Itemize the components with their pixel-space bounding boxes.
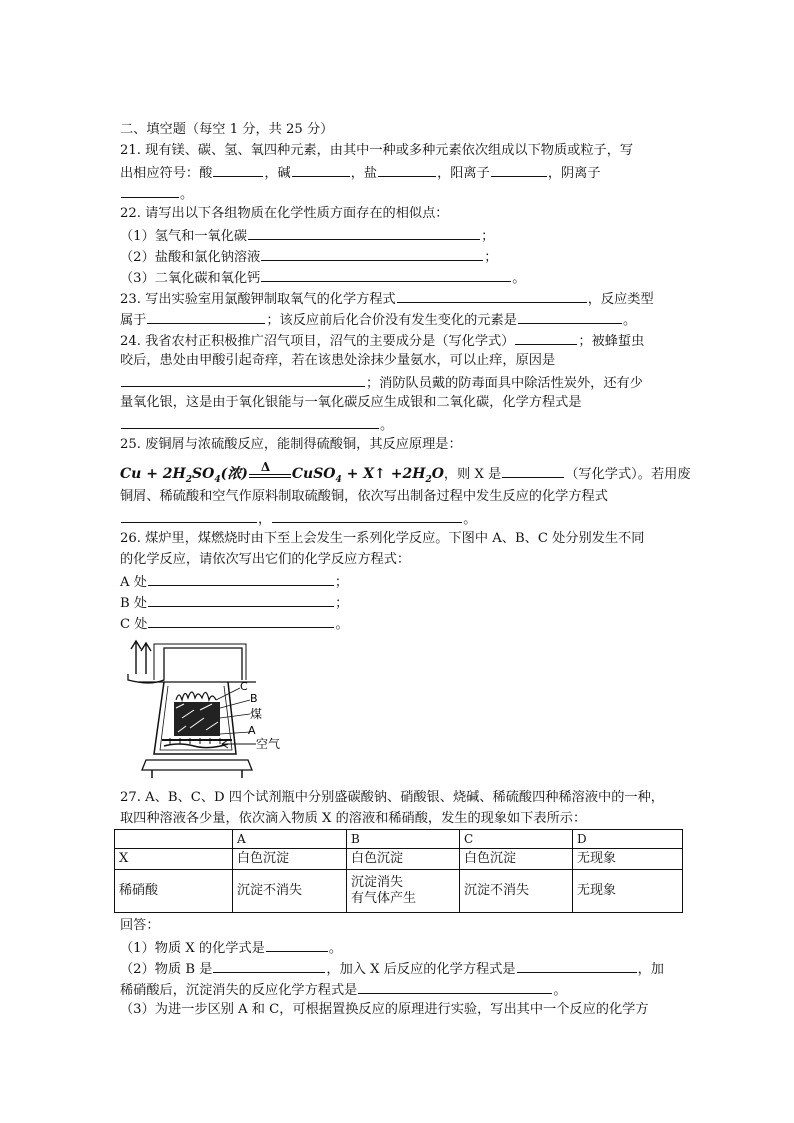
q24-text: ；被蜂蜇虫: [578, 334, 645, 349]
q25-equation-line: [120, 460, 691, 489]
answer-blank[interactable]: [266, 938, 328, 952]
observation-table: [114, 829, 683, 913]
q23-text: 属于: [120, 313, 147, 328]
label-c: C: [240, 680, 248, 693]
q26-b-label: B 处: [120, 596, 148, 611]
answer-blank[interactable]: [147, 310, 265, 324]
q23-text: 23. 写出实验室用氯酸钾制取氧气的化学方程式: [120, 292, 396, 307]
answer-blank[interactable]: [261, 268, 511, 282]
table-cell: 无现象: [573, 870, 683, 913]
table-cell: D: [573, 830, 683, 849]
table-cell: 无现象: [573, 849, 683, 870]
table-cell: 沉淀不消失: [233, 870, 347, 913]
q26-line1: 26. 煤炉里，煤燃烧时由下至上会发生一系列化学反应。下图中 A、B、C 处分别发生不同: [120, 531, 645, 546]
q23-text: ；该反应前后化合价没有发生变化的元素是: [266, 313, 517, 328]
q21-line3: [120, 184, 193, 204]
table-cell: 稀硝酸: [115, 870, 233, 913]
q27-text: ，加: [637, 962, 664, 977]
answer-blank[interactable]: [491, 163, 547, 177]
q27-s3: （3）为进一步区别 A 和 C，可根据置换反应的原理进行实验，写出其中一个反应的化学方: [120, 1002, 649, 1017]
table-cell: [115, 830, 233, 849]
q27-text: ，加入 X 后反应的化学方程式是: [326, 962, 516, 977]
q26-line2: 的化学反应，请依次写出它们的化学反应方程式：: [120, 552, 411, 567]
q22-item2: [120, 247, 497, 267]
punct: 。: [335, 617, 349, 632]
answer-blank[interactable]: [358, 980, 552, 994]
q24-line2: 咬后，患处由甲酸引起奇痒，若在该患处涂抹少量氨水，可以止痒，原因是: [120, 353, 556, 368]
q22-item3-label: （3）二氧化碳和氧化钙: [120, 271, 261, 286]
table-cell: C: [460, 830, 573, 849]
q27-text: （2）物质 B 是: [120, 962, 213, 977]
table-cell: 白色沉淀: [233, 849, 347, 870]
punct: 。: [180, 187, 194, 202]
punct: ；: [335, 596, 349, 611]
table-cell: X: [115, 849, 233, 870]
q26-c-label: C 处: [120, 617, 148, 632]
answer-blank[interactable]: [515, 331, 577, 345]
cell-line: 有气体产生: [351, 891, 417, 906]
q22-item1-label: （1）氢气和一氧化碳: [120, 229, 248, 244]
label-coal: 煤: [250, 707, 263, 721]
answer-blank[interactable]: [502, 464, 564, 478]
q21-anion-label: ，阴离子: [547, 166, 601, 181]
punct: ；: [334, 575, 349, 590]
q24-line3: [120, 373, 643, 393]
q23-text: ，反应类型: [587, 292, 654, 307]
table-header-row: [115, 830, 683, 849]
q21-base-label: ，碱: [264, 166, 291, 181]
q23-line1: [120, 289, 654, 309]
q23-line2: [120, 310, 636, 330]
answer-blank[interactable]: [121, 415, 379, 429]
punct: 。: [622, 313, 637, 328]
q25-line3: 铜屑、稀硫酸和空气作原料制取硫酸铜，依次写出制备过程中发生反应的化学方程式: [120, 489, 608, 504]
punct: 。: [553, 983, 567, 998]
punct: ，: [258, 512, 272, 527]
table-row: [115, 849, 683, 870]
punct: ；: [484, 250, 498, 265]
answer-blank[interactable]: [148, 614, 334, 628]
punct: 。: [328, 941, 343, 956]
q24-line4: 量氧化银，这是由于氧化银能与一氧化碳反应生成银和二氧化碳，化学方程式是: [120, 395, 582, 410]
table-cell: B: [347, 830, 460, 849]
q22-item1: [120, 226, 494, 246]
punct: 。: [463, 512, 477, 527]
answer-blank[interactable]: [397, 289, 587, 303]
answer-blank[interactable]: [213, 163, 263, 177]
q27-s2-line2: [120, 980, 567, 1000]
q21-salt-label: ，盐: [350, 166, 378, 181]
label-a: A: [248, 724, 256, 737]
q26-c: [120, 614, 349, 634]
section-title: 二、填空题（每空 1 分，共 25 分）: [120, 122, 334, 137]
q25-text: （写化学式）。若用废: [565, 467, 691, 482]
q21-line2: [120, 163, 601, 183]
q24-line5: [120, 415, 393, 435]
answer-blank[interactable]: [378, 163, 436, 177]
table-cell: 沉淀不消失: [460, 870, 573, 913]
punct: 。: [512, 271, 526, 286]
q21-acid-label: 出相应符号：酸: [120, 166, 213, 181]
label-air: 空气: [256, 737, 281, 751]
q22-item2-label: （2）盐酸和氯化钠溶液: [120, 250, 261, 265]
answer-blank[interactable]: [248, 226, 480, 240]
q25-line4: [120, 509, 476, 529]
answer-blank[interactable]: [272, 509, 462, 523]
answer-blank[interactable]: [148, 593, 334, 607]
cell-line: 沉淀消失: [351, 875, 404, 890]
table-cell: 白色沉淀: [460, 849, 573, 870]
q25-stem: 25. 废铜屑与浓硫酸反应，能制得硫酸铜，其反应原理是：: [120, 437, 462, 452]
q27-line1: 27. A、B、C、D 四个试剂瓶中分别盛碳酸钠、硝酸银、烧碱、稀硫酸四种稀溶液中的一种，: [120, 790, 664, 805]
q26-a: [120, 572, 348, 592]
answer-blank[interactable]: [518, 310, 622, 324]
table-cell: [347, 870, 460, 913]
q22-item3: [120, 268, 525, 288]
answer-blank[interactable]: [121, 373, 365, 387]
q24-text: ；消防队员戴的防毒面具中除活性炭外，还有少: [366, 376, 643, 391]
answer-blank[interactable]: [261, 247, 483, 261]
q25-text: ，则 X 是: [443, 467, 502, 482]
table-cell: 白色沉淀: [347, 849, 460, 870]
punct: 。: [380, 418, 394, 433]
q21-cation-label: ，阳离子: [437, 166, 490, 181]
table-row: [115, 870, 683, 913]
table-cell: A: [233, 830, 347, 849]
q22-stem: 22. 请写出以下各组物质在化学性质方面存在的相似点：: [120, 206, 449, 221]
q27-s2: [120, 959, 664, 979]
answer-blank[interactable]: [292, 163, 350, 177]
q27-line2: 取四种溶液各少量，依次滴入物质 X 的溶液和稀硝酸，发生的现象如下表所示：: [120, 811, 587, 826]
q24-text: 24. 我省农村正积极推广沼气项目，沼气的主要成分是（写化学式）: [120, 334, 515, 349]
q27-s1: [120, 938, 342, 958]
q27-text: 稀硝酸后，沉淀消失的反应化学方程式是: [120, 983, 358, 998]
punct: ；: [481, 229, 495, 244]
q27-text: （1）物质 X 的化学式是: [120, 941, 265, 956]
q21-line1: 21. 现有镁、碳、氢、氧四种元素，由其中一种或多种元素依次组成以下物质或粒子，写: [120, 143, 634, 158]
q26-a-label: A 处: [120, 575, 147, 590]
equals-delta-icon: Δ: [249, 466, 291, 480]
label-b: B: [250, 692, 258, 705]
answer-blank[interactable]: [121, 184, 179, 198]
q24-line1: [120, 331, 644, 351]
answer-blank[interactable]: [213, 959, 325, 973]
answer-blank[interactable]: [121, 509, 257, 523]
coal-stove-figure: [124, 638, 284, 780]
q26-b: [120, 593, 348, 613]
reaction-equation: $Cu + 2H_2SO_4$(浓) Δ CuSO$_4$ + X↑ $+2H_2O$: [120, 460, 444, 485]
q27-answer-label: 回答：: [120, 918, 160, 933]
answer-blank[interactable]: [517, 959, 637, 973]
answer-blank[interactable]: [148, 572, 334, 586]
